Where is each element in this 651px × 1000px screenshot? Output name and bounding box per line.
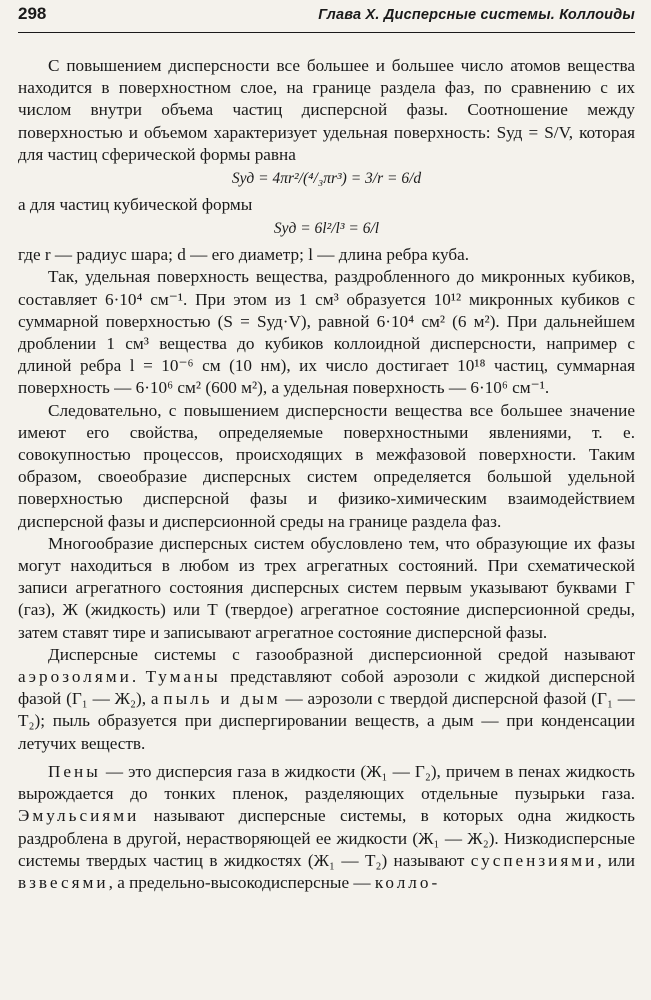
paragraph-variety: Многообразие дисперсных систем обусловлено тем, что образующие их фазы могут находиться в любом из трех агрегатных состояний. При схематической записи агрегатного состояния дисперсных систем первым указывают буквами Г (газ), Ж (жидкость) или Т (твердое) агрегатное состояние дисперсионной среды, затем ставят тире и записывают агрегатное состояние дисперсной фазы. <box>18 533 635 642</box>
paragraph-specific-surface: С повышением дисперсности все большее и большее число атомов вещества находится в поверхностном слое, на границе раздела фаз, по сравнению с их числом внутри объема частиц дисперсной фазы. Соотношение между поверхностью и объемом характеризует удельная поверхность: Sуд = S/V, которая для частиц сферической формы равна <box>18 56 635 164</box>
paragraph-foams <box>18 761 635 894</box>
paragraph-aerosols <box>18 644 635 755</box>
text-run: называют дисперсные системы, в которых одна жидкость раздроблена в другой, нерастворяющей ее жидкости (Ж₁ — Ж₂). Низкодисперсные системы твердых частиц в жидкостях (Ж₁ — Т₂) называют <box>18 806 635 870</box>
term-slurries: взвесями <box>18 872 109 892</box>
text-run: , а предельно-высокодисперсные — <box>108 872 375 892</box>
page-header <box>18 4 635 33</box>
text-run: , или <box>597 850 635 870</box>
term-colloids: колло- <box>374 872 441 892</box>
term-emulsions: Эмульсиями <box>18 806 140 826</box>
page-body <box>18 55 635 894</box>
paragraph-cube-intro: а для частиц кубической формы <box>18 195 253 215</box>
formula-sphere: Sуд = 4πr²/(⁴/₃πr³) = 3/r = 6/d <box>231 170 422 188</box>
text-run: представляют собой аэрозоли с жидкой дисперсной фазой (Г₁ — Ж₂), а <box>18 667 636 709</box>
text-run: — аэрозоли с твердой дисперсной фазой (Г₁ — Т₂); пыль образуется при диспергировании веществ, а дым — при конденсации летучих веществ. <box>18 689 635 753</box>
formula-cube: Sуд = 6l²/l³ = 6/l <box>273 220 380 238</box>
term-suspensions: суспензиями <box>470 850 598 870</box>
text-run: — это дисперсия газа в жидкости (Ж₁ — Г₂), причем в пенах жидкость вырождается до тонких пленок, разделяющих отдельные пузырьки газа. <box>18 761 635 804</box>
paragraph-consequence: Следовательно, с повышением дисперсности вещества все большее значение имеют его свойства, определяемые поверхностными явлениями, т. е. совокупностью процессов, происходящих в межфазовой поверхности. Таким образом, своеобразие дисперсных систем определяется большой удельной поверхностью дисперсной фазы и физико-химическим взаимодействием дисперсной фазы и дисперсионной среды на границе раздела фаз. <box>18 400 635 531</box>
term-foams: Пены <box>48 761 101 781</box>
term-dust-smoke: пыль и дым <box>163 689 281 709</box>
text-run: . <box>131 667 146 687</box>
paragraph-legend: где r — радиус шара; d — его диаметр; l — длина ребра куба. <box>18 245 470 265</box>
term-fogs: Туманы <box>145 667 221 687</box>
paragraph-example: Так, удельная поверхность вещества, раздробленного до микронных кубиков, составляет 6·10⁴ см⁻¹. При этом из 1 см³ образуется 10¹² микронных кубиков с суммарной поверхностью (S = Sуд·V), равной 6·10⁴ см² (6 м²). При дальнейшем дроблении 1 см³ вещества до кубиков коллоидной дисперсности, например с длиной ребра l = 10⁻⁶ см (10 нм), их число достигает 10¹⁸ частиц, суммарная поверхность — 6·10⁶ см² (600 м²), а удельная поверхность — 6·10⁶ см⁻¹. <box>18 267 635 398</box>
page-number: 298 <box>18 4 47 23</box>
text-run: Дисперсные системы с газообразной дисперсионной средой называют <box>48 644 635 664</box>
running-head: Глава X. Дисперсные системы. Коллоиды <box>318 7 635 23</box>
term-aerosols: аэрозолями <box>18 667 132 687</box>
